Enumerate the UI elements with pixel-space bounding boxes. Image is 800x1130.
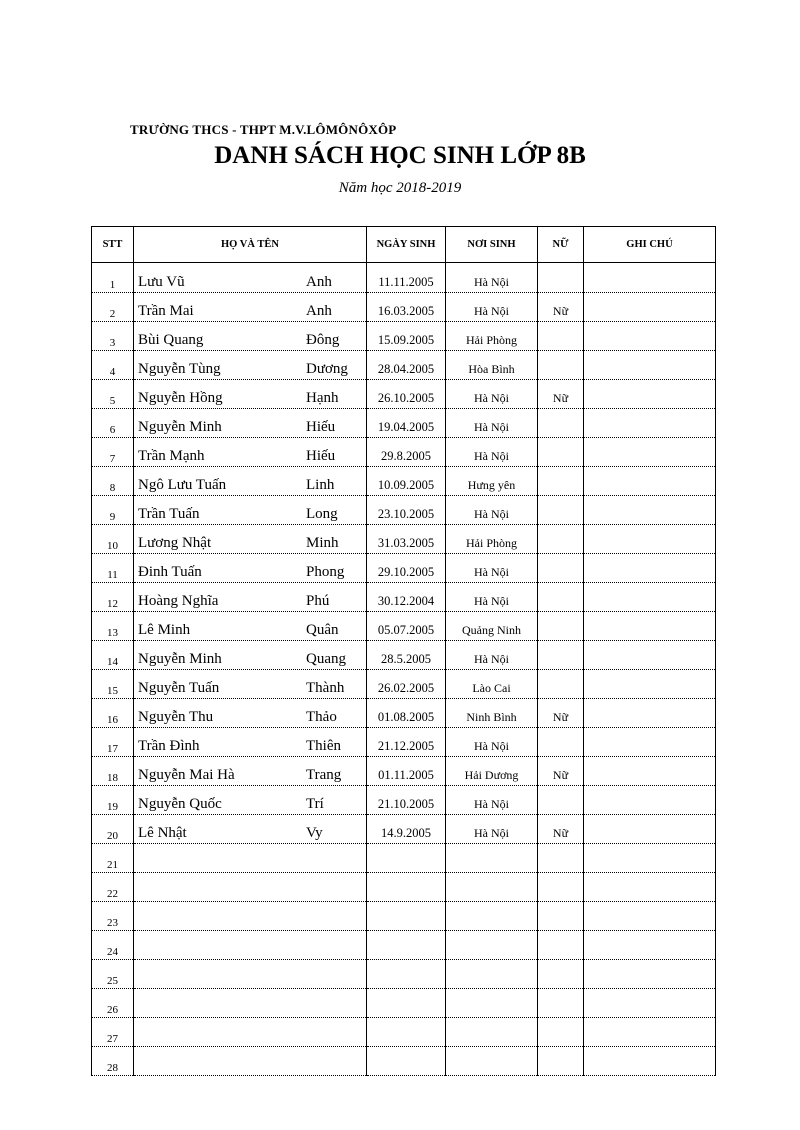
cell-birthplace xyxy=(446,873,538,902)
cell-birthplace: Hà Nội xyxy=(446,293,538,322)
cell-stt: 4 xyxy=(92,351,134,380)
cell-female: Nữ xyxy=(538,815,584,844)
cell-dob: 01.08.2005 xyxy=(367,699,446,728)
cell-full-name xyxy=(134,844,367,873)
cell-dob: 26.02.2005 xyxy=(367,670,446,699)
cell-last-name: Bùi Quang xyxy=(138,332,204,348)
cell-birthplace xyxy=(446,960,538,989)
school-year: Năm học 2018-2019 xyxy=(338,180,462,196)
table-row xyxy=(92,554,716,583)
cell-stt: 3 xyxy=(92,322,134,351)
cell-first-name: Quang xyxy=(306,651,346,667)
cell-full-name xyxy=(134,467,367,496)
cell-full-name xyxy=(134,583,367,612)
table-row xyxy=(92,699,716,728)
cell-last-name: Nguyễn Quốc xyxy=(138,796,222,812)
cell-first-name: Quân xyxy=(306,622,339,638)
cell-last-name: Trần Mạnh xyxy=(138,448,205,464)
cell-full-name xyxy=(134,786,367,815)
table-row xyxy=(92,960,716,989)
table-row xyxy=(92,293,716,322)
cell-dob: 19.04.2005 xyxy=(367,409,446,438)
table-row xyxy=(92,322,716,351)
column-header-stt: STT xyxy=(92,227,134,263)
cell-dob: 11.11.2005 xyxy=(367,263,446,293)
table-row xyxy=(92,467,716,496)
cell-first-name: Minh xyxy=(306,535,339,551)
cell-female: Nữ xyxy=(538,293,584,322)
cell-stt: 24 xyxy=(92,931,134,960)
table-row xyxy=(92,670,716,699)
cell-note xyxy=(584,728,716,757)
cell-stt: 5 xyxy=(92,380,134,409)
cell-first-name: Thiên xyxy=(306,738,341,754)
cell-dob: 14.9.2005 xyxy=(367,815,446,844)
cell-birthplace: Hải Phòng xyxy=(446,525,538,554)
cell-dob: 31.03.2005 xyxy=(367,525,446,554)
cell-note xyxy=(584,409,716,438)
column-header-dob: NGÀY SINH xyxy=(367,227,446,263)
cell-note xyxy=(584,902,716,931)
cell-last-name: Trần Đình xyxy=(138,738,200,754)
cell-first-name: Trang xyxy=(306,767,342,783)
cell-dob: 21.10.2005 xyxy=(367,786,446,815)
cell-stt: 26 xyxy=(92,989,134,1018)
cell-female xyxy=(538,583,584,612)
cell-note xyxy=(584,844,716,873)
cell-last-name: Nguyễn Tuấn xyxy=(138,680,220,696)
cell-first-name: Thành xyxy=(306,680,345,696)
cell-full-name xyxy=(134,525,367,554)
table-row xyxy=(92,612,716,641)
table-row xyxy=(92,728,716,757)
cell-note xyxy=(584,1047,716,1076)
cell-first-name: Linh xyxy=(306,477,335,493)
cell-birthplace: Hà Nội xyxy=(446,496,538,525)
cell-female xyxy=(538,496,584,525)
cell-female xyxy=(538,322,584,351)
cell-note xyxy=(584,612,716,641)
cell-birthplace: Hà Nội xyxy=(446,728,538,757)
cell-birthplace: Hưng yên xyxy=(446,467,538,496)
cell-stt: 16 xyxy=(92,699,134,728)
cell-dob xyxy=(367,931,446,960)
cell-full-name xyxy=(134,989,367,1018)
column-header-note: GHI CHÚ xyxy=(584,227,716,263)
cell-last-name: Nguyễn Mai Hà xyxy=(138,767,235,783)
cell-last-name: Đinh Tuấn xyxy=(138,564,202,580)
cell-last-name: Trần Mai xyxy=(138,303,194,319)
cell-stt: 15 xyxy=(92,670,134,699)
cell-first-name: Vy xyxy=(306,825,323,841)
cell-full-name xyxy=(134,263,367,293)
cell-stt: 28 xyxy=(92,1047,134,1076)
cell-note xyxy=(584,815,716,844)
table-row xyxy=(92,351,716,380)
table-row xyxy=(92,757,716,786)
cell-note xyxy=(584,931,716,960)
cell-note xyxy=(584,873,716,902)
cell-dob: 28.5.2005 xyxy=(367,641,446,670)
cell-last-name: Nguyễn Minh xyxy=(138,651,222,667)
cell-stt: 20 xyxy=(92,815,134,844)
table-row xyxy=(92,583,716,612)
cell-stt: 19 xyxy=(92,786,134,815)
table-row xyxy=(92,815,716,844)
table-row xyxy=(92,525,716,554)
cell-stt: 9 xyxy=(92,496,134,525)
table-row xyxy=(92,786,716,815)
cell-full-name xyxy=(134,612,367,641)
cell-female: Nữ xyxy=(538,757,584,786)
cell-last-name: Nguyễn Thu xyxy=(138,709,214,725)
cell-note xyxy=(584,989,716,1018)
table-row xyxy=(92,1047,716,1076)
cell-full-name xyxy=(134,380,367,409)
cell-birthplace xyxy=(446,1047,538,1076)
cell-female xyxy=(538,263,584,293)
cell-last-name: Lưu Vũ xyxy=(138,274,185,290)
cell-stt: 18 xyxy=(92,757,134,786)
table-row xyxy=(92,641,716,670)
cell-stt: 1 xyxy=(92,263,134,293)
cell-stt: 13 xyxy=(92,612,134,641)
cell-birthplace: Hà Nội xyxy=(446,409,538,438)
cell-full-name xyxy=(134,496,367,525)
cell-female xyxy=(538,873,584,902)
cell-note xyxy=(584,757,716,786)
cell-full-name xyxy=(134,670,367,699)
student-table xyxy=(91,226,716,1076)
cell-last-name: Nguyễn Hồng xyxy=(138,390,223,406)
cell-birthplace: Hà Nội xyxy=(446,583,538,612)
cell-female xyxy=(538,1047,584,1076)
cell-note xyxy=(584,554,716,583)
cell-birthplace: Hà Nội xyxy=(446,438,538,467)
cell-stt: 14 xyxy=(92,641,134,670)
cell-stt: 27 xyxy=(92,1018,134,1047)
cell-birthplace: Lào Cai xyxy=(446,670,538,699)
cell-last-name: Hoàng Nghĩa xyxy=(138,593,219,609)
cell-birthplace: Hà Nội xyxy=(446,554,538,583)
cell-full-name xyxy=(134,1047,367,1076)
table-header-row xyxy=(92,227,716,263)
table-row xyxy=(92,438,716,467)
cell-stt: 10 xyxy=(92,525,134,554)
table-body xyxy=(92,263,716,1076)
cell-female xyxy=(538,438,584,467)
cell-first-name: Đông xyxy=(306,332,340,348)
cell-female xyxy=(538,554,584,583)
cell-birthplace: Hà Nội xyxy=(446,380,538,409)
cell-note xyxy=(584,496,716,525)
cell-dob: 16.03.2005 xyxy=(367,293,446,322)
cell-stt: 8 xyxy=(92,467,134,496)
cell-full-name xyxy=(134,902,367,931)
cell-stt: 17 xyxy=(92,728,134,757)
cell-dob: 30.12.2004 xyxy=(367,583,446,612)
cell-female xyxy=(538,960,584,989)
cell-last-name: Lê Minh xyxy=(138,622,191,638)
cell-full-name xyxy=(134,931,367,960)
cell-first-name: Thảo xyxy=(306,709,337,725)
cell-dob xyxy=(367,844,446,873)
cell-note xyxy=(584,786,716,815)
cell-female xyxy=(538,844,584,873)
cell-stt: 21 xyxy=(92,844,134,873)
cell-female xyxy=(538,351,584,380)
cell-last-name: Lương Nhật xyxy=(138,535,212,551)
cell-birthplace: Hải Phòng xyxy=(446,322,538,351)
cell-full-name xyxy=(134,699,367,728)
cell-female xyxy=(538,525,584,554)
cell-dob: 26.10.2005 xyxy=(367,380,446,409)
cell-note xyxy=(584,699,716,728)
cell-full-name xyxy=(134,960,367,989)
cell-note xyxy=(584,583,716,612)
cell-female: Nữ xyxy=(538,380,584,409)
cell-stt: 22 xyxy=(92,873,134,902)
cell-female xyxy=(538,641,584,670)
cell-full-name xyxy=(134,322,367,351)
cell-note xyxy=(584,380,716,409)
cell-stt: 7 xyxy=(92,438,134,467)
cell-female xyxy=(538,728,584,757)
cell-female xyxy=(538,612,584,641)
cell-note xyxy=(584,641,716,670)
column-header-birthplace: NƠI SINH xyxy=(446,227,538,263)
cell-dob xyxy=(367,960,446,989)
cell-dob: 01.11.2005 xyxy=(367,757,446,786)
cell-dob: 23.10.2005 xyxy=(367,496,446,525)
cell-full-name xyxy=(134,1018,367,1047)
table-row xyxy=(92,496,716,525)
cell-female xyxy=(538,786,584,815)
cell-dob: 05.07.2005 xyxy=(367,612,446,641)
cell-dob xyxy=(367,1018,446,1047)
cell-dob xyxy=(367,902,446,931)
cell-dob xyxy=(367,1047,446,1076)
cell-birthplace xyxy=(446,931,538,960)
cell-full-name xyxy=(134,757,367,786)
cell-note xyxy=(584,263,716,293)
cell-birthplace xyxy=(446,902,538,931)
cell-birthplace xyxy=(446,1018,538,1047)
cell-dob: 28.04.2005 xyxy=(367,351,446,380)
cell-birthplace: Hà Nội xyxy=(446,815,538,844)
cell-female xyxy=(538,902,584,931)
cell-last-name: Lê Nhật xyxy=(138,825,187,841)
cell-stt: 12 xyxy=(92,583,134,612)
cell-female: Nữ xyxy=(538,699,584,728)
cell-first-name: Phú xyxy=(306,593,330,609)
table-row xyxy=(92,931,716,960)
table-row xyxy=(92,380,716,409)
cell-birthplace: Hà Nội xyxy=(446,786,538,815)
cell-last-name: Nguyễn Tùng xyxy=(138,361,221,377)
cell-full-name xyxy=(134,641,367,670)
cell-first-name: Dương xyxy=(306,361,348,377)
cell-dob: 10.09.2005 xyxy=(367,467,446,496)
table-row xyxy=(92,409,716,438)
table-row xyxy=(92,263,716,293)
cell-full-name xyxy=(134,438,367,467)
table-row xyxy=(92,844,716,873)
cell-female xyxy=(538,1018,584,1047)
cell-first-name: Long xyxy=(306,506,338,522)
cell-birthplace: Quảng Ninh xyxy=(446,612,538,641)
column-header-name: HỌ VÀ TÊN xyxy=(134,227,367,263)
cell-birthplace: Hà Nội xyxy=(446,641,538,670)
page-title: DANH SÁCH HỌC SINH LỚP 8B xyxy=(214,142,586,169)
cell-note xyxy=(584,467,716,496)
cell-note xyxy=(584,960,716,989)
cell-stt: 25 xyxy=(92,960,134,989)
cell-first-name: Hiếu xyxy=(306,448,336,464)
cell-first-name: Hạnh xyxy=(306,390,339,406)
cell-note xyxy=(584,293,716,322)
cell-dob xyxy=(367,989,446,1018)
table-row xyxy=(92,989,716,1018)
cell-dob: 29.10.2005 xyxy=(367,554,446,583)
cell-full-name xyxy=(134,351,367,380)
cell-note xyxy=(584,438,716,467)
cell-first-name: Anh xyxy=(306,303,332,319)
cell-note xyxy=(584,1018,716,1047)
cell-birthplace: Hải Dương xyxy=(446,757,538,786)
cell-last-name: Nguyễn Minh xyxy=(138,419,222,435)
column-header-female: NỮ xyxy=(538,227,584,263)
cell-full-name xyxy=(134,873,367,902)
cell-female xyxy=(538,467,584,496)
cell-female xyxy=(538,931,584,960)
cell-dob xyxy=(367,873,446,902)
cell-full-name xyxy=(134,293,367,322)
cell-stt: 11 xyxy=(92,554,134,583)
cell-birthplace: Hà Nội xyxy=(446,263,538,293)
cell-first-name: Anh xyxy=(306,274,332,290)
table-row xyxy=(92,902,716,931)
cell-full-name xyxy=(134,815,367,844)
cell-stt: 6 xyxy=(92,409,134,438)
cell-note xyxy=(584,322,716,351)
cell-birthplace xyxy=(446,989,538,1018)
table-row xyxy=(92,873,716,902)
cell-female xyxy=(538,670,584,699)
cell-dob: 21.12.2005 xyxy=(367,728,446,757)
cell-dob: 29.8.2005 xyxy=(367,438,446,467)
cell-full-name xyxy=(134,409,367,438)
cell-first-name: Hiếu xyxy=(306,419,336,435)
cell-first-name: Trí xyxy=(306,796,324,812)
cell-note xyxy=(584,351,716,380)
cell-female xyxy=(538,989,584,1018)
cell-note xyxy=(584,525,716,554)
cell-last-name: Trần Tuấn xyxy=(138,506,200,522)
cell-first-name: Phong xyxy=(306,564,345,580)
cell-birthplace xyxy=(446,844,538,873)
table-row xyxy=(92,1018,716,1047)
cell-note xyxy=(584,670,716,699)
cell-full-name xyxy=(134,728,367,757)
cell-last-name: Ngô Lưu Tuấn xyxy=(138,477,227,493)
cell-birthplace: Ninh Bình xyxy=(446,699,538,728)
cell-dob: 15.09.2005 xyxy=(367,322,446,351)
cell-stt: 2 xyxy=(92,293,134,322)
cell-female xyxy=(538,409,584,438)
cell-birthplace: Hòa Bình xyxy=(446,351,538,380)
school-name: TRƯỜNG THCS - THPT M.V.LÔMÔNÔXÔP xyxy=(130,122,397,137)
cell-full-name xyxy=(134,554,367,583)
cell-stt: 23 xyxy=(92,902,134,931)
